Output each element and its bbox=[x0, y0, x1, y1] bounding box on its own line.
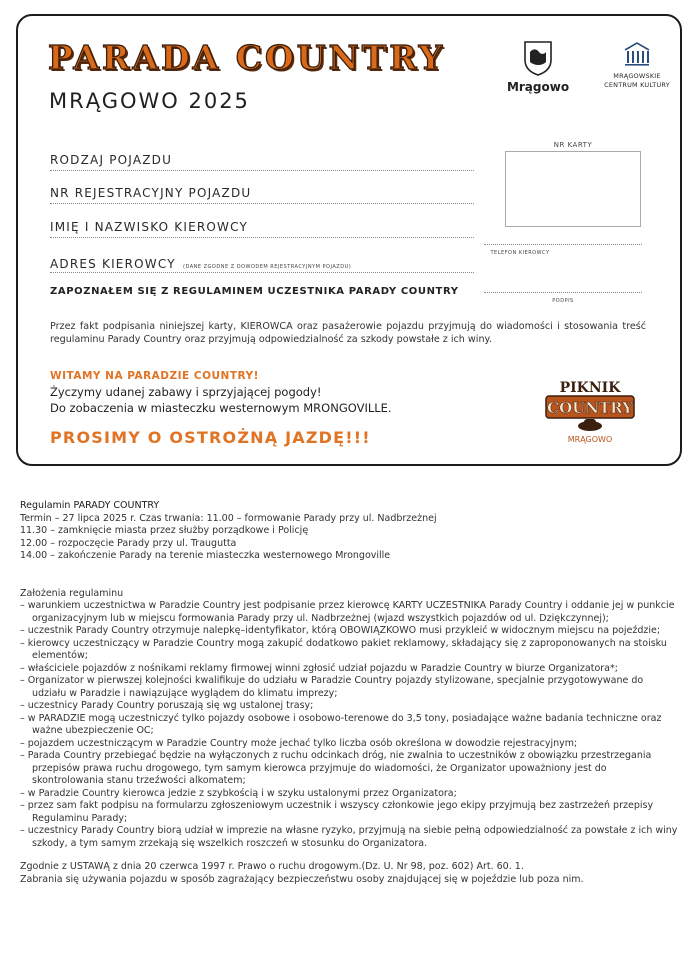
signature-line[interactable] bbox=[484, 292, 642, 293]
driver-name-line[interactable] bbox=[50, 237, 474, 238]
vehicle-type-line[interactable] bbox=[50, 170, 474, 171]
mck-logo-line2: CENTRUM KULTURY bbox=[604, 81, 670, 89]
assumption-text: uczestnicy Parady Country biorą udział w imprezie na własne ryzyko, przyjmują na siebie pełną odpowiedzialność za powstałe z ich winy szkody, a tym samym zrzekają się wszelkich roszczeń w stosunku do Organizatora. bbox=[27, 825, 678, 849]
mck-logo-line1: MRĄGOWSKIE bbox=[613, 72, 661, 80]
card-number-box[interactable] bbox=[505, 151, 641, 227]
list-dash: – bbox=[20, 800, 28, 811]
list-dash: – bbox=[20, 712, 28, 724]
assumption-text: w PARADZIE mogą uczestniczyć tylko pojazdy osobowe i osobowo-terenowe do 3,5 tony, posiadające ważne badania techniczne oraz ważne ubezpieczenie OC; bbox=[27, 712, 662, 736]
assumptions-list bbox=[20, 600, 680, 850]
mck-building-icon bbox=[622, 40, 652, 68]
list-dash: – bbox=[20, 825, 28, 836]
list-dash: – bbox=[20, 625, 28, 636]
list-dash: – bbox=[20, 787, 28, 799]
piknik-country-logo bbox=[542, 372, 638, 448]
schedule-item: 11.30 – zamknięcie miasta przez służby porządkowe i Policję bbox=[20, 525, 309, 536]
mck-logo bbox=[594, 40, 680, 90]
event-subtitle: MRĄGOWO 2025 bbox=[49, 89, 250, 113]
list-dash: – bbox=[20, 737, 28, 749]
schedule-item: 12.00 – rozpoczęcie Parady przy ul. Traugutta bbox=[20, 537, 237, 549]
acknowledgement-text: ZAPOZNAŁEM SIĘ Z REGULAMINEM UCZESTNIKA PARADY COUNTRY bbox=[50, 286, 459, 297]
signature-label: PODPIS bbox=[552, 298, 574, 304]
assumption-item bbox=[20, 700, 680, 713]
list-dash: – bbox=[20, 662, 28, 674]
schedule-list bbox=[20, 513, 680, 563]
driver-address-label: ADRES KIEROWCY bbox=[50, 257, 176, 271]
law-line2: Zabrania się używania pojazdu w sposób zagrażający bezpieczeństwu osoby znajdującej się w pojeździe lub poza nim. bbox=[20, 873, 584, 885]
declaration-text: Przez fakt podpisania niniejszej karty, KIEROWCA oraz pasażerowie pojazdu przyjmują do wiadomości i stosowania treść regulaminu Parady Country oraz przyjmują odpowiedzialność za szkody powstałe z ich winy. bbox=[50, 321, 646, 345]
rules-heading: Regulamin PARADY COUNTRY bbox=[20, 500, 160, 511]
assumption-text: Organizator w pierwszej kolejności kwalifikuje do udziału w Paradzie Country pojazdy stylizowane, specjalnie przygotowywane do udziału w Paradzie i nawiązujące wyglądem do klimatu imprezy; bbox=[27, 675, 644, 699]
assumptions-heading: Założenia regulaminu bbox=[20, 587, 124, 599]
mragowo-logo bbox=[502, 40, 574, 94]
driver-address-note: (DANE ZGODNE Z DOWODEM REJESTRACYJNYM POJAZDU) bbox=[183, 264, 352, 270]
assumption-item bbox=[20, 750, 680, 788]
assumption-text: uczestnicy Parady Country poruszają się wg ustalonej trasy; bbox=[27, 700, 314, 711]
welcome-heading: WITAMY NA PARADZIE COUNTRY! bbox=[50, 370, 259, 382]
assumption-item bbox=[20, 713, 680, 738]
registration-line[interactable] bbox=[50, 203, 474, 204]
registration-label: NR REJESTRACYJNY POJAZDU bbox=[50, 186, 252, 200]
list-dash: – bbox=[20, 700, 28, 711]
assumption-item bbox=[20, 638, 680, 663]
assumption-item bbox=[20, 663, 680, 676]
piknik-logo-hat-crown bbox=[584, 419, 596, 426]
driver-address-line[interactable] bbox=[50, 272, 474, 273]
piknik-logo-bottom: MRĄGOWO bbox=[567, 435, 613, 444]
assumption-text: uczestnik Parady Country otrzymuje nalepkę–identyfikator, którą OBOWIĄZKOWO musi przykleić w widocznym miejscu na pojeździe; bbox=[27, 625, 661, 636]
assumption-item bbox=[20, 738, 680, 751]
rules-section bbox=[20, 500, 680, 886]
assumption-item bbox=[20, 825, 680, 850]
assumption-text: przez sam fakt podpisu na formularzu zgłoszeniowym uczestnik i wszyscy członkowie jego ekipy przyjmują bez zastrzeżeń przepisy Regulaminu Parady; bbox=[27, 800, 654, 824]
assumption-text: warunkiem uczestnictwa w Paradzie Country jest podpisanie przez kierowcę KARTY UCZESTNIKA Parady Country i oddanie jej w punkcie organizacyjnym lub w miejscu formowania Parady przy ul. Nadbrzeżnej (wjazd wszystkich pojazdów od ul. Dziękczynnej); bbox=[27, 600, 675, 624]
list-dash: – bbox=[20, 600, 28, 611]
list-dash: – bbox=[20, 750, 28, 761]
piknik-logo-top: PIKNIK bbox=[559, 380, 621, 396]
list-dash: – bbox=[20, 637, 28, 649]
assumption-text: kierowcy uczestniczący w Paradzie Country mogą zakupić dodatkowo pakiet reklamowy, składający się z zaproponowanych na stoisku elementów; bbox=[27, 637, 667, 661]
schedule-item: 14.00 – zakończenie Parady na terenie miasteczka westernowego Mrongoville bbox=[20, 550, 391, 561]
mragowo-crest-icon bbox=[523, 40, 553, 76]
assumption-text: Parada Country przebiegać będzie na wyłączonych z ruchu odcinkach dróg, nie zwalnia to uczestników z obowiązku przestrzegania przepisów prawa ruchu drogowego, tym samym kierowca przyjmuje do wiadomości, że Organizator upoważniony jest do skontrolowania stanu trzeźwości alkomatem; bbox=[27, 750, 652, 786]
assumption-item bbox=[20, 788, 680, 801]
welcome-line1: Życzymy udanej zabawy i sprzyjającej pogody! bbox=[50, 385, 322, 399]
assumption-text: właściciele pojazdów z nośnikami reklamy firmowej winni zgłosić udział pojazdu w Paradzie Country w biurze Organizatora*; bbox=[27, 662, 618, 674]
phone-line[interactable] bbox=[484, 244, 642, 245]
assumption-text: pojazdem uczestniczącym w Paradzie Country może jechać tylko liczba osób określona w dowodzie rejestracyjnym; bbox=[27, 737, 578, 749]
drive-safely-text: PROSIMY O OSTROŻNĄ JAZDĘ!!! bbox=[50, 428, 371, 447]
schedule-item: Termin – 27 lipca 2025 r. Czas trwania: 11.00 – formowanie Parady przy ul. Nadbrzeżnej bbox=[20, 512, 437, 524]
assumption-item bbox=[20, 625, 680, 638]
welcome-line2: Do zobaczenia w miasteczku westernowym MRONGOVILLE. bbox=[50, 401, 392, 415]
card-number-label: NR KARTY bbox=[553, 141, 593, 149]
law-line1: Zgodnie z USTAWĄ z dnia 20 czerwca 1997 r. Prawo o ruchu drogowym.(Dz. U. Nr 98, poz. 602) Art. 60. 1. bbox=[20, 861, 524, 872]
vehicle-type-label: RODZAJ POJAZDU bbox=[50, 153, 173, 167]
assumption-item bbox=[20, 600, 680, 625]
driver-name-label: IMIĘ I NAZWISKO KIEROWCY bbox=[50, 220, 249, 234]
piknik-logo-middle: COUNTRY bbox=[547, 399, 633, 417]
assumption-item bbox=[20, 800, 680, 825]
phone-label: TELEFON KIEROWCY bbox=[490, 250, 550, 256]
assumption-text: w Paradzie Country kierowca jedzie z szybkością i w szyku ustalonymi przez Organizatora; bbox=[27, 787, 457, 799]
assumption-item bbox=[20, 675, 680, 700]
list-dash: – bbox=[20, 675, 28, 686]
mragowo-logo-text: Mrągowo bbox=[506, 80, 570, 94]
event-title: PARADA COUNTRY bbox=[48, 38, 446, 77]
